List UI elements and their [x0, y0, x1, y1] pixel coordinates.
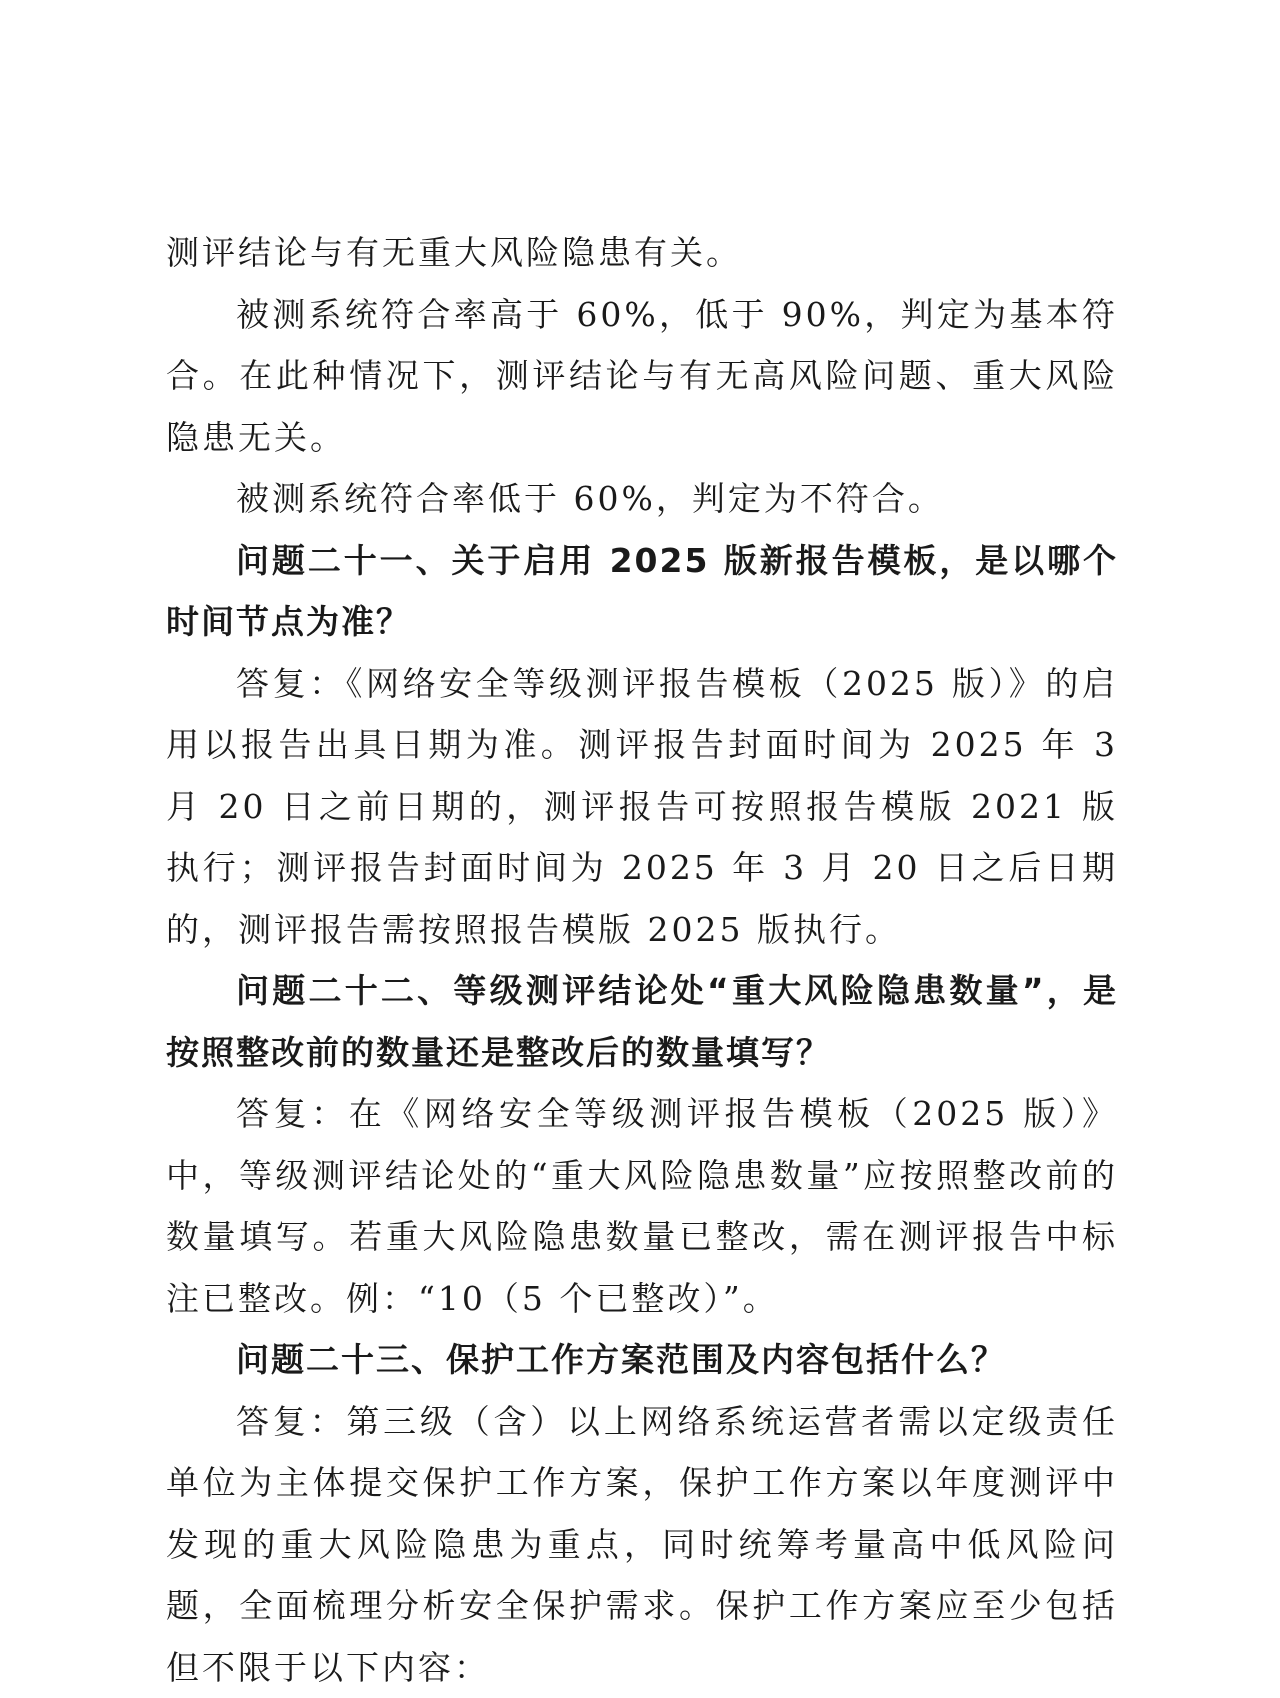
answer-22-paragraph: 答复：在《网络安全等级测评报告模板（2025 版）》中，等级测评结论处的“重大风险隐患数量”应按照整改前的数量填写。若重大风险隐患数量已整改，需在测评报告中标注已整改。例：“10（5 个已整改）”。: [166, 1083, 1118, 1329]
paragraph-basic-compliance: 被测系统符合率高于 60%，低于 90%，判定为基本符合。在此种情况下，测评结论与有无高风险问题、重大风险隐患无关。: [166, 284, 1118, 469]
paragraph-non-compliance: 被测系统符合率低于 60%，判定为不符合。: [166, 468, 1118, 530]
question-22-heading: 问题二十二、等级测评结论处“重大风险隐患数量”，是按照整改前的数量还是整改后的数量填写？: [166, 960, 1118, 1083]
paragraph-risk-conclusion: 测评结论与有无重大风险隐患有关。: [166, 222, 1118, 284]
question-21-heading: 问题二十一、关于启用 2025 版新报告模板，是以哪个时间节点为准？: [166, 530, 1118, 653]
answer-23-paragraph: 答复：第三级（含）以上网络系统运营者需以定级责任单位为主体提交保护工作方案，保护工作方案以年度测评中发现的重大风险隐患为重点，同时统筹考量高中低风险问题，全面梳理分析安全保护需求。保护工作方案应至少包括但不限于以下内容：: [166, 1391, 1118, 1698]
document-page: [166, 222, 1118, 1698]
answer-21-paragraph: 答复：《网络安全等级测评报告模板（2025 版）》的启用以报告出具日期为准。测评报告封面时间为 2025 年 3 月 20 日之前日期的，测评报告可按照报告模版 2021 版执行；测评报告封面时间为 2025 年 3 月 20 日之后日期的，测评报告需按照报告模版 2025 版执行。: [166, 653, 1118, 961]
question-23-heading: 问题二十三、保护工作方案范围及内容包括什么？: [166, 1329, 1118, 1391]
